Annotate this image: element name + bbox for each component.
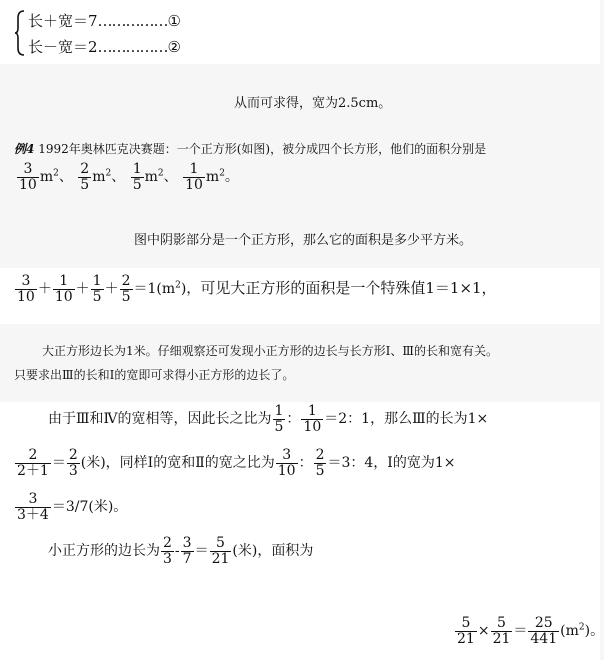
length-fraction: $\frac{2}{2+1}$	[17, 447, 49, 479]
example-4-areas: $\frac{3}{10}$ $m^2$、 $\frac{2}{5}$ $m^2$、 $\frac{1}{5}$ $m^2$、 $\frac{1}{10}$ $m^2$。	[19, 161, 239, 193]
ratio-fraction: $\frac{1}{5}$	[274, 403, 284, 435]
ratio-fraction: $\frac{2}{5}$	[315, 447, 325, 479]
brace-icon	[14, 10, 26, 56]
area-result-fraction: $\frac{25}{441}$	[530, 615, 558, 647]
solution-line-5: $\frac{5}{21}$ × $\frac{5}{21}$ ＝ $\frac{25}{441}$ $(m^2)$。	[457, 615, 604, 647]
width-fraction: $\frac{3}{3+4}$	[17, 491, 49, 523]
side-fraction: $\frac{2}{3}$	[163, 535, 172, 567]
solution-line-3: $\frac{3}{3+4}$ ＝3/7(米)。	[17, 491, 128, 523]
equation-1-dots: ……………	[97, 12, 168, 30]
ratio-fraction: $\frac{3}{10}$	[277, 447, 296, 479]
equation-2	[28, 36, 181, 57]
example-4-intro	[14, 140, 486, 157]
equation-2-dots: ……………	[97, 38, 168, 56]
length-fraction: $\frac{2}{3}$	[68, 447, 78, 479]
sum-line: $\frac{3}{10}$ ＋ $\frac{1}{10}$ ＋ $\frac{1}{5}$ ＋ $\frac{2}{5}$ $=1(m^2)$，可见大正方形的面积是一个特殊值1＝1×1，	[17, 273, 497, 305]
equation-1-lhs: 长＋宽＝7	[28, 12, 98, 30]
solution-line-2: $\frac{2}{2+1}$ ＝ $\frac{2}{3}$ (米)，同样Ⅰ的宽和Ⅱ的宽之比为 $\frac{3}{10}$ ： $\frac{2}{5}$ ＝3：4，Ⅰ的宽为1×	[17, 447, 456, 479]
sum-fraction: $\frac{1}{10}$	[54, 273, 73, 305]
area-fraction: $\frac{1}{5}$	[132, 161, 142, 193]
solution-block	[0, 402, 604, 660]
sum-fraction: $\frac{2}{5}$	[121, 273, 131, 305]
result-line: 从而可求得，宽为2.5cm。	[234, 96, 392, 111]
example-4-label: 例4	[14, 142, 35, 156]
side-fraction: $\frac{5}{21}$	[211, 535, 230, 567]
sum-fraction: $\frac{1}{5}$	[92, 273, 102, 305]
sum-conclusion: 可见大正方形的面积是一个特殊值1＝1×1，	[200, 279, 497, 298]
area-fraction: $\frac{1}{10}$	[185, 161, 203, 193]
paragraph-line-1: 大正方形边长为1米。仔细观察还可发现小正方形的边长与长方形Ⅰ、Ⅲ的长和宽有关。	[42, 344, 498, 358]
equation-1-number: ①	[167, 12, 181, 30]
solution-line-1: 由于Ⅲ和Ⅳ的宽相等，因此长之比为 $\frac{1}{5}$ ： $\frac{1}{10}$ ＝2：1，那么Ⅲ的长为1×	[48, 403, 489, 435]
sum-fraction: $\frac{3}{10}$	[17, 273, 35, 305]
equation-2-number: ②	[167, 38, 181, 56]
area-result-fraction: $\frac{5}{21}$	[457, 615, 475, 647]
equation-2-lhs: 长－宽＝2	[28, 38, 98, 56]
sum-equals: ＝1(m	[133, 281, 176, 298]
sum-line-band	[0, 268, 600, 324]
paragraph-line-2: 只要求出Ⅲ的长和Ⅰ的宽即可求得小正方形的边长了。	[14, 368, 295, 382]
area-result-fraction: $\frac{5}{21}$	[492, 615, 511, 647]
example-4-question: 图中阴影部分是一个正方形，那么它的面积是多少平方米。	[134, 233, 473, 248]
side-fraction: $\frac{3}{7}$	[182, 535, 192, 567]
equation-1	[28, 10, 181, 31]
area-fraction: $\frac{3}{10}$	[19, 161, 37, 193]
solution-line-4: 小正方形的边长为 $\frac{2}{3}$ - $\frac{3}{7}$ ＝ $\frac{5}{21}$ (米)，面积为	[48, 535, 314, 567]
equation-system	[0, 0, 600, 64]
area-fraction: $\frac{2}{5}$	[80, 161, 90, 193]
ratio-fraction: $\frac{1}{10}$	[303, 403, 322, 435]
example-4-text: 1992年奥林匹克决赛题：一个正方形(如图)，被分成四个长方形，他们的面积分别是	[38, 142, 487, 156]
